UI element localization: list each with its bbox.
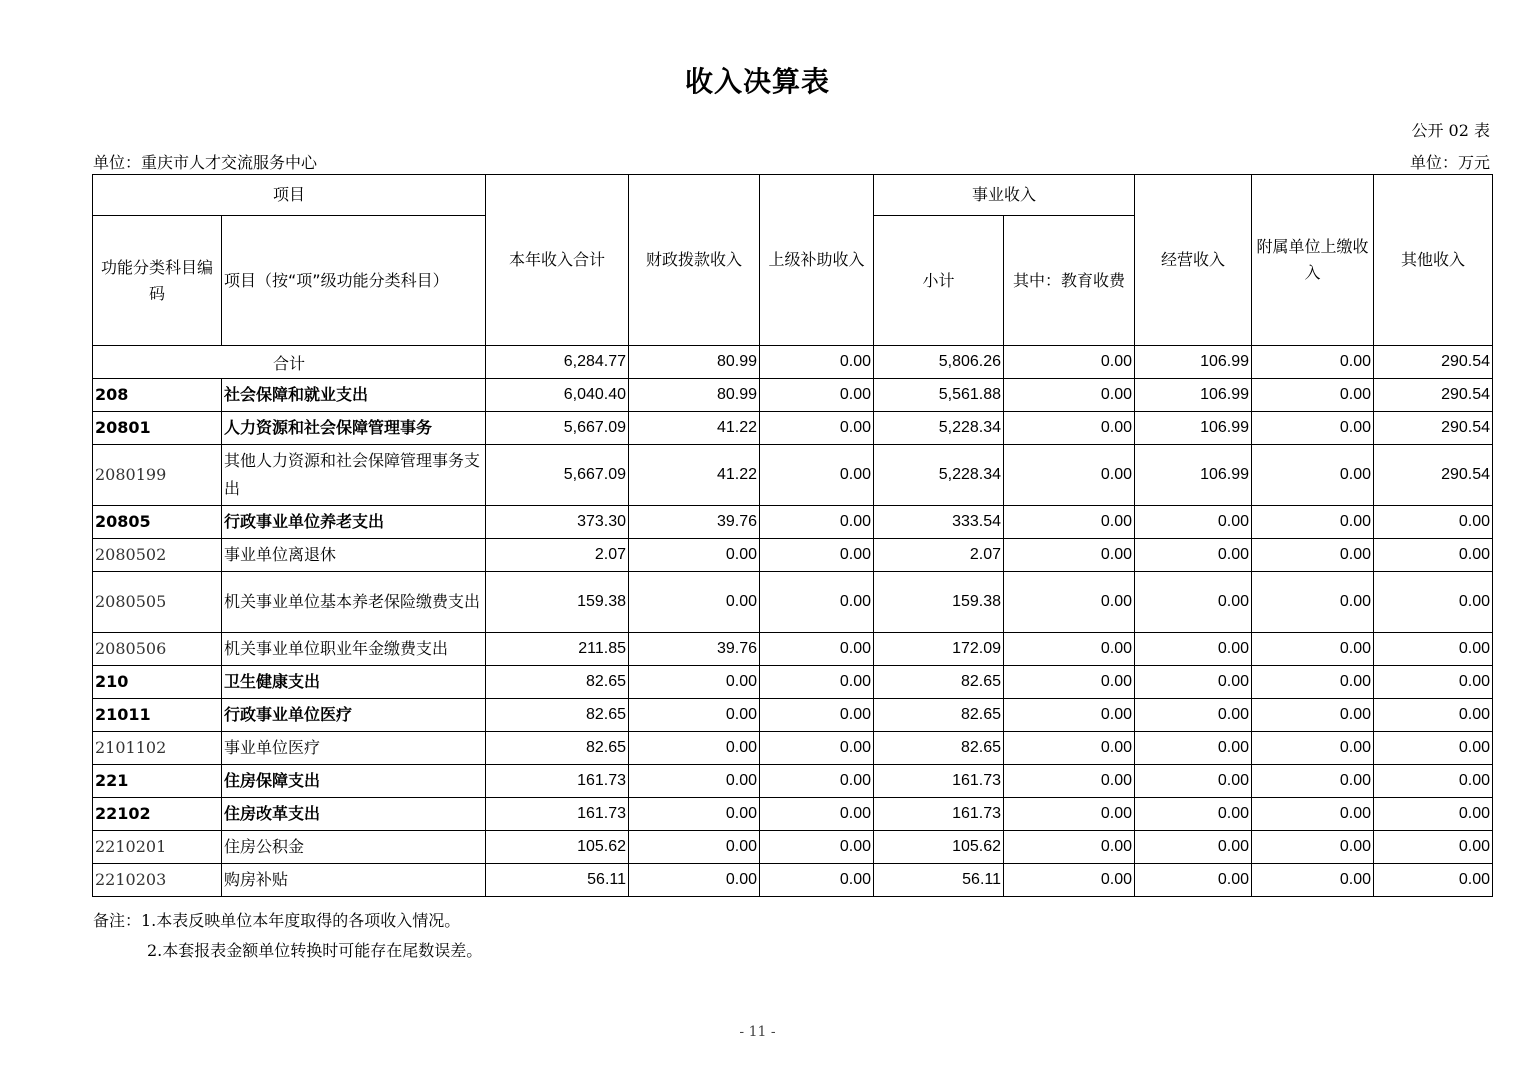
- row-value: 5,667.09: [486, 445, 629, 506]
- row-value: 290.54: [1374, 412, 1493, 445]
- row-value: 0.00: [760, 699, 874, 732]
- row-value: 0.00: [760, 412, 874, 445]
- row-value: 0.00: [1004, 864, 1135, 897]
- table-row: [93, 539, 1493, 572]
- row-value: 159.38: [874, 572, 1004, 633]
- row-value: 0.00: [1374, 798, 1493, 831]
- row-value: 0.00: [1004, 633, 1135, 666]
- total-cell: 6,284.77: [486, 346, 629, 379]
- table-row: [93, 506, 1493, 539]
- row-value: 39.76: [629, 633, 760, 666]
- table-row: [93, 445, 1493, 506]
- row-value: 290.54: [1374, 379, 1493, 412]
- row-code: 221: [93, 765, 222, 798]
- total-cell: 0.00: [760, 346, 874, 379]
- row-value: 0.00: [1252, 445, 1374, 506]
- row-value: 0.00: [629, 798, 760, 831]
- total-cell: 80.99: [629, 346, 760, 379]
- row-code: 2101102: [93, 732, 222, 765]
- row-value: 0.00: [1135, 666, 1252, 699]
- row-value: 41.22: [629, 412, 760, 445]
- table-row: [93, 831, 1493, 864]
- row-value: 0.00: [1252, 699, 1374, 732]
- row-value: 0.00: [1374, 831, 1493, 864]
- row-name: 人力资源和社会保障管理事务: [222, 412, 486, 445]
- row-value: 0.00: [1004, 765, 1135, 798]
- row-value: 106.99: [1135, 379, 1252, 412]
- row-value: 5,667.09: [486, 412, 629, 445]
- row-value: 82.65: [874, 666, 1004, 699]
- unit-organization: 单位：重庆市人才交流服务中心: [93, 153, 318, 172]
- row-value: 0.00: [1135, 864, 1252, 897]
- row-name: 购房补贴: [222, 864, 486, 897]
- row-value: 161.73: [486, 798, 629, 831]
- page-number: - 11 -: [739, 1024, 776, 1040]
- row-value: 0.00: [1374, 732, 1493, 765]
- row-value: 0.00: [1252, 633, 1374, 666]
- row-value: 106.99: [1135, 412, 1252, 445]
- total-row: [93, 346, 1493, 379]
- row-value: 0.00: [1252, 666, 1374, 699]
- header-func-code: 功能分类科目编码: [93, 216, 222, 346]
- row-value: 0.00: [1252, 732, 1374, 765]
- row-value: 0.00: [1004, 831, 1135, 864]
- row-code: 21011: [93, 699, 222, 732]
- row-value: 161.73: [874, 798, 1004, 831]
- row-value: 56.11: [486, 864, 629, 897]
- row-value: 0.00: [1004, 666, 1135, 699]
- row-value: 56.11: [874, 864, 1004, 897]
- table-row: [93, 633, 1493, 666]
- row-value: 0.00: [1135, 699, 1252, 732]
- row-value: 0.00: [760, 732, 874, 765]
- row-value: 105.62: [874, 831, 1004, 864]
- row-value: 0.00: [760, 765, 874, 798]
- row-value: 82.65: [486, 732, 629, 765]
- row-value: 211.85: [486, 633, 629, 666]
- row-value: 39.76: [629, 506, 760, 539]
- header-affiliated: 附属单位上缴收入: [1252, 175, 1374, 346]
- row-value: 80.99: [629, 379, 760, 412]
- table-row: [93, 412, 1493, 445]
- header-upper: 上级补助收入: [760, 175, 874, 346]
- row-value: 0.00: [1004, 572, 1135, 633]
- table-row: [93, 765, 1493, 798]
- row-value: 0.00: [760, 633, 874, 666]
- row-value: 0.00: [629, 699, 760, 732]
- row-value: 0.00: [1252, 412, 1374, 445]
- unit-currency: 单位：万元: [1409, 153, 1490, 172]
- row-value: 0.00: [1004, 699, 1135, 732]
- row-value: 106.99: [1135, 445, 1252, 506]
- income-table: [92, 174, 1493, 897]
- row-name: 行政事业单位医疗: [222, 699, 486, 732]
- total-cell: 5,806.26: [874, 346, 1004, 379]
- row-value: 0.00: [1004, 506, 1135, 539]
- table-row: [93, 732, 1493, 765]
- header-operation: 经营收入: [1135, 175, 1252, 346]
- row-name: 其他人力资源和社会保障管理事务支出: [222, 445, 486, 506]
- row-value: 333.54: [874, 506, 1004, 539]
- table-row: [93, 666, 1493, 699]
- notes: [93, 906, 482, 966]
- row-value: 0.00: [760, 864, 874, 897]
- row-value: 0.00: [1004, 539, 1135, 572]
- row-value: 2.07: [486, 539, 629, 572]
- row-value: 6,040.40: [486, 379, 629, 412]
- page-title: 收入决算表: [684, 65, 830, 98]
- row-name: 机关事业单位职业年金缴费支出: [222, 633, 486, 666]
- header-education: 其中：教育收费: [1004, 216, 1135, 346]
- row-name: 社会保障和就业支出: [222, 379, 486, 412]
- row-value: 0.00: [1135, 798, 1252, 831]
- row-value: 0.00: [1004, 798, 1135, 831]
- row-value: 82.65: [874, 732, 1004, 765]
- header-total: 本年收入合计: [486, 175, 629, 346]
- row-value: 0.00: [760, 572, 874, 633]
- row-value: 0.00: [1252, 798, 1374, 831]
- row-value: 0.00: [629, 572, 760, 633]
- note-line-2: 2.本套报表金额单位转换时可能存在尾数误差。: [147, 941, 483, 960]
- row-value: 0.00: [1004, 732, 1135, 765]
- row-value: 0.00: [1374, 539, 1493, 572]
- row-value: 82.65: [874, 699, 1004, 732]
- row-value: 0.00: [1135, 572, 1252, 633]
- row-value: 0.00: [1374, 666, 1493, 699]
- row-name: 住房公积金: [222, 831, 486, 864]
- row-name: 机关事业单位基本养老保险缴费支出: [222, 572, 486, 633]
- total-cell: 0.00: [1252, 346, 1374, 379]
- row-value: 161.73: [486, 765, 629, 798]
- row-value: 0.00: [629, 864, 760, 897]
- table-row: [93, 379, 1493, 412]
- row-value: 0.00: [760, 831, 874, 864]
- header-business: 事业收入: [874, 175, 1135, 216]
- row-value: 0.00: [1252, 765, 1374, 798]
- total-label: 合计: [93, 346, 486, 379]
- row-value: 5,561.88: [874, 379, 1004, 412]
- row-value: 0.00: [1374, 765, 1493, 798]
- row-value: 0.00: [629, 831, 760, 864]
- table-row: [93, 864, 1493, 897]
- row-value: 0.00: [760, 379, 874, 412]
- row-code: 2210203: [93, 864, 222, 897]
- row-value: 0.00: [1252, 506, 1374, 539]
- row-value: 0.00: [629, 666, 760, 699]
- row-code: 2080506: [93, 633, 222, 666]
- row-name: 事业单位离退休: [222, 539, 486, 572]
- row-value: 0.00: [1135, 506, 1252, 539]
- row-value: 105.62: [486, 831, 629, 864]
- row-value: 0.00: [1135, 732, 1252, 765]
- row-value: 172.09: [874, 633, 1004, 666]
- row-value: 0.00: [760, 539, 874, 572]
- row-value: 0.00: [629, 765, 760, 798]
- row-value: 0.00: [1374, 633, 1493, 666]
- row-code: 2080505: [93, 572, 222, 633]
- row-value: 290.54: [1374, 445, 1493, 506]
- row-value: 0.00: [1252, 379, 1374, 412]
- row-value: 0.00: [1374, 699, 1493, 732]
- row-value: 0.00: [1004, 412, 1135, 445]
- row-name: 卫生健康支出: [222, 666, 486, 699]
- table-number: 公开 02 表: [1411, 121, 1490, 140]
- row-value: 0.00: [1252, 831, 1374, 864]
- row-value: 0.00: [629, 539, 760, 572]
- row-name: 行政事业单位养老支出: [222, 506, 486, 539]
- table-row: [93, 798, 1493, 831]
- row-value: 0.00: [629, 732, 760, 765]
- table-row: [93, 699, 1493, 732]
- row-value: 0.00: [1135, 831, 1252, 864]
- header-project: 项目: [93, 175, 486, 216]
- row-value: 41.22: [629, 445, 760, 506]
- row-value: 5,228.34: [874, 445, 1004, 506]
- row-name: 住房保障支出: [222, 765, 486, 798]
- row-value: 0.00: [1374, 864, 1493, 897]
- row-value: 0.00: [1135, 765, 1252, 798]
- row-code: 210: [93, 666, 222, 699]
- row-value: 0.00: [760, 798, 874, 831]
- row-value: 161.73: [874, 765, 1004, 798]
- header-fiscal: 财政拨款收入: [629, 175, 760, 346]
- row-value: 0.00: [760, 506, 874, 539]
- row-code: 2080199: [93, 445, 222, 506]
- row-value: 0.00: [760, 666, 874, 699]
- row-value: 82.65: [486, 666, 629, 699]
- row-value: 373.30: [486, 506, 629, 539]
- row-value: 0.00: [1374, 506, 1493, 539]
- row-code: 2210201: [93, 831, 222, 864]
- row-code: 20801: [93, 412, 222, 445]
- header-project-name: 项目（按“项”级功能分类科目）: [222, 216, 486, 346]
- row-value: 5,228.34: [874, 412, 1004, 445]
- row-code: 208: [93, 379, 222, 412]
- row-value: 0.00: [1252, 539, 1374, 572]
- note-line-1: 备注：1.本表反映单位本年度取得的各项收入情况。: [93, 911, 461, 930]
- row-value: 82.65: [486, 699, 629, 732]
- row-value: 0.00: [1252, 572, 1374, 633]
- row-code: 2080502: [93, 539, 222, 572]
- table-row: [93, 572, 1493, 633]
- row-value: 0.00: [1004, 445, 1135, 506]
- row-value: 0.00: [760, 445, 874, 506]
- row-value: 159.38: [486, 572, 629, 633]
- row-name: 事业单位医疗: [222, 732, 486, 765]
- total-cell: 290.54: [1374, 346, 1493, 379]
- total-cell: 106.99: [1135, 346, 1252, 379]
- header-subtotal: 小计: [874, 216, 1004, 346]
- row-value: 0.00: [1135, 539, 1252, 572]
- total-cell: 0.00: [1004, 346, 1135, 379]
- row-value: 0.00: [1252, 864, 1374, 897]
- row-value: 2.07: [874, 539, 1004, 572]
- header-other: 其他收入: [1374, 175, 1493, 346]
- row-name: 住房改革支出: [222, 798, 486, 831]
- row-code: 20805: [93, 506, 222, 539]
- row-code: 22102: [93, 798, 222, 831]
- row-value: 0.00: [1374, 572, 1493, 633]
- row-value: 0.00: [1004, 379, 1135, 412]
- row-value: 0.00: [1135, 633, 1252, 666]
